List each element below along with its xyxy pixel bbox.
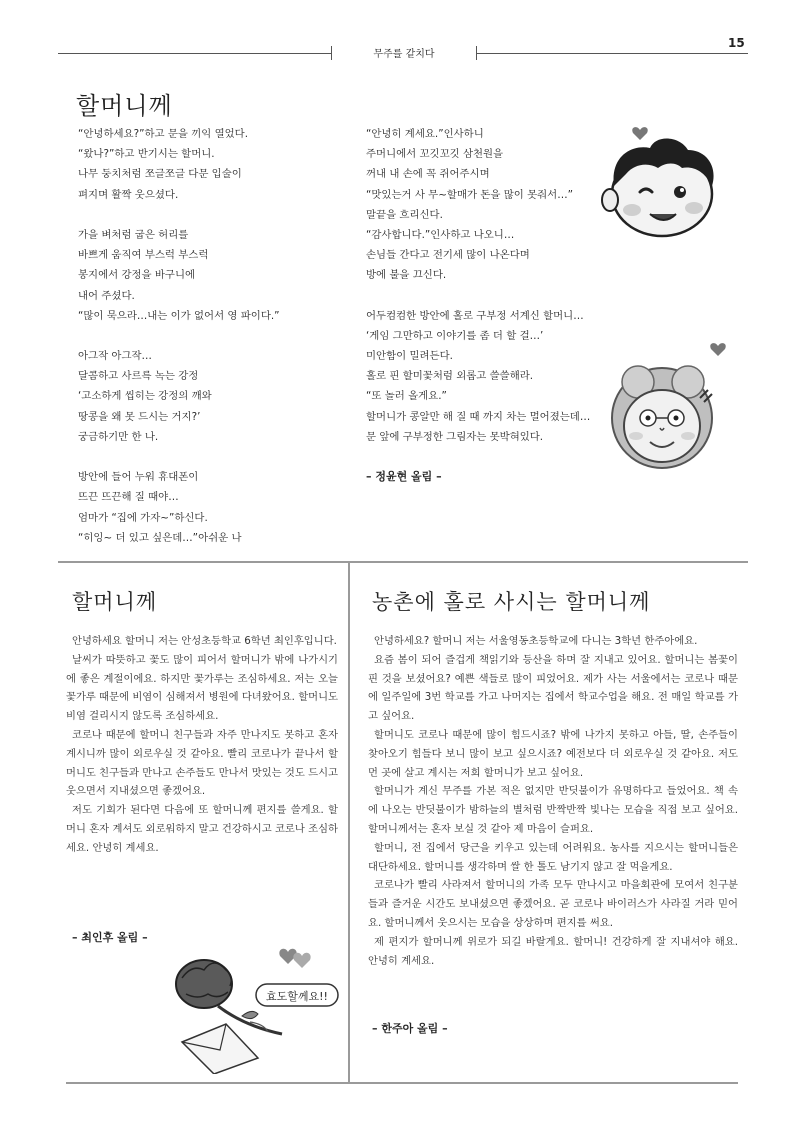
poem-line: 뜨끈 뜨끈해 질 때야… <box>78 491 179 504</box>
section-divider-bottom <box>66 1082 738 1084</box>
poem-line: 땅콩을 왜 못 드시는 거지?’ <box>78 410 201 423</box>
poem-line: 봉지에서 강정을 바구니에 <box>78 269 196 282</box>
letter2-body <box>368 632 738 970</box>
letter1-title: 할머니께 <box>72 590 158 614</box>
poem-line: 손님들 간다고 전기세 많이 나온다며 <box>366 249 530 262</box>
poem-line: “맛있는거 사 무~할매가 돈을 많이 못줘서…” <box>366 188 573 201</box>
section-title: 무주를 같치다 <box>373 49 435 60</box>
letter2-signature: – 한주아 올림 – <box>372 1022 448 1035</box>
poem-line: 홀로 핀 할미꽃처럼 외롭고 쓸쓸해라. <box>366 370 534 383</box>
poem-line: 아그작 아그작… <box>78 350 152 363</box>
poem-signature: – 정윤현 올림 – <box>366 470 442 483</box>
poem-line: “감사합니다.”인사하고 나오니… <box>366 228 515 241</box>
poem-line: 방에 불을 끄신다. <box>366 269 447 282</box>
stanza-gap <box>366 286 646 306</box>
poem-line: 바쁘게 움직여 부스럭 부스럭 <box>78 249 209 262</box>
poem-line: 주머니에서 꼬깃꼬깃 삼천원을 <box>366 148 504 161</box>
poem-line: 어두컴컴한 방안에 홀로 구부정 서계신 할머니… <box>366 309 584 322</box>
letter-paragraph: 안녕하세요? 할머니 저는 서울영동초등학교에 다니는 3학년 한주아에요. <box>374 635 698 647</box>
header-rule-left <box>58 53 332 54</box>
poem-line: 달콤하고 사르륵 녹는 강정 <box>78 370 199 383</box>
letter-paragraph: 안녕하세요 할머니 저는 안성초등학교 6학년 최인후입니다. <box>72 635 337 647</box>
poem-line: “또 놀러 올게요.” <box>366 390 447 403</box>
poem-line: 할머니가 콩알만 해 질 때 까지 차는 멀어졌는데… <box>366 410 591 423</box>
letter-paragraph: 할머니도 코로나 때문에 많이 힘드시죠? 밖에 나가지 못하고 아들, 딸, 손주들이 찾아오기 힘들다 보니 많이 보고 싶으시죠? 예전보다 더 외로우실 것 같아요. 저도 먼 곳에 살고 계시는 저희 할머니가 보고 싶어요. <box>368 728 738 779</box>
poem-line: 가을 벼처럼 굽은 허리를 <box>78 228 189 241</box>
letter-paragraph: 할머니가 계신 무주를 가본 적은 없지만 반딧불이가 유명하다고 들었어요. 책 속에 나오는 반딧불이가 밤하늘의 별처럼 반짝반짝 빛나는 모습을 직접 보고 싶어요. 할머니께서는 혼자 보실 것 같아 제 마음이 슬퍼요. <box>368 785 738 835</box>
poem-left-column <box>78 124 358 548</box>
poem-line: “안녕히 계세요.”인사하니 <box>366 128 484 140</box>
carnation-illustration <box>160 938 340 1074</box>
letter-paragraph: 저도 기회가 된다면 다음에 또 할머니께 편지를 쓸게요. 할머니 혼자 계셔도 외로워하지 말고 건강하시고 코로나 조심하세요. 안녕히 계세요. <box>66 804 338 854</box>
poem-line: 미안함이 밀려든다. <box>366 350 453 363</box>
letter1-body <box>66 632 338 858</box>
poem-line: 방안에 들어 누워 휴대폰이 <box>78 471 199 484</box>
letter-paragraph: 제 편지가 할머니께 위로가 되길 바랄게요. 할머니! 건강하게 잘 지내셔야 해요. 안녕히 계세요. <box>368 935 738 967</box>
poem-line: 엄마가 “집에 가자~”하신다. <box>78 511 208 524</box>
header-rule-right <box>476 53 748 54</box>
poem-title: 할머니께 <box>76 92 173 120</box>
poem-line: “왔나?”하고 반기시는 할머니. <box>78 148 215 161</box>
letter-paragraph: 요즘 봄이 되어 즐겁게 책읽기와 등산을 하며 잘 지내고 있어요. 할머니는 봄꽃이 핀 것을 보셨어요? 예쁜 색들로 많이 피었어요. 제가 사는 서울에서는 코로나 때문에 일주일에 3번 학교를 가고 나머지는 집에서 학교수업을 해요. 전 매일 학교를 가고 싶어요. <box>368 653 738 723</box>
poem-line: ‘고소하게 씹히는 강정의 깨와 <box>78 390 212 403</box>
stanza-gap <box>78 447 358 467</box>
page-number: 15 <box>728 36 745 50</box>
letter1-signature: – 최인후 올림 – <box>72 931 148 944</box>
poem-line: 문 앞에 구부정한 그림자는 못박혀있다. <box>366 430 544 443</box>
carnation-speech-text: 효도할께요!! <box>266 990 328 1003</box>
poem-line: 궁금하기만 한 나. <box>78 430 159 443</box>
stanza-gap <box>78 326 358 346</box>
stanza-gap <box>78 205 358 225</box>
letter-paragraph: 코로나 때문에 할머니 친구들과 자주 만나지도 못하고 혼자 계시니까 많이 외로우실 것 같아요. 빨리 코로나가 끝나서 할머니도 친구들과 만나고 손주들도 만나서 맛있는 것도 드시고 웃으면서 지내셨으면 좋겠어요. <box>66 728 338 798</box>
letter-paragraph: 날씨가 따뜻하고 꽃도 많이 피어서 할머니가 밖에 나가시기에 좋은 계절이에요. 하지만 꽃가루는 조심하세요. 저는 오늘 꽃가루 때문에 비염이 심해져서 병원에 다녀왔어요. 할머니도 비염 걸리시지 않도록 조심하세요. <box>66 653 338 723</box>
poem-line: 나무 둥치처럼 쪼글쪼글 다문 입술이 <box>78 168 242 181</box>
poem-line: 꺼내 내 손에 꼭 쥐어주시며 <box>366 168 490 181</box>
poem-line: 말끝을 흐리신다. <box>366 208 443 221</box>
letter-paragraph: 코로나가 빨리 사라져서 할머니의 가족 모두 만나시고 마을회관에 모여서 친구분들과 즐거운 시간도 보내셨으면 좋겠어요. 곧 코로나 바이러스가 사라질 거라 믿어요. 할머니께서 웃으시는 모습을 상상하며 편지를 써요. <box>368 879 738 929</box>
poem-line: 내어 주셨다. <box>78 289 135 302</box>
column-divider <box>348 562 350 1084</box>
letter-paragraph: 할머니, 전 집에서 당근을 키우고 있는데 어려워요. 농사를 지으시는 할머니들은 대단하세요. 할머니를 생각하며 쌀 한 톨도 남기지 않고 잘 먹을게요. <box>368 841 738 873</box>
boy-illustration <box>596 122 722 242</box>
poem-line: ‘게임 그만하고 이야기를 좀 더 할 걸…’ <box>366 329 544 342</box>
poem-line: “많이 묵으라…내는 이가 없어서 영 파이다.” <box>78 309 280 322</box>
letter2-title: 농촌에 홀로 사시는 할머니께 <box>372 590 651 614</box>
poem-line: “안녕하세요?”하고 문을 끼익 열었다. <box>78 128 249 140</box>
poem-line: “히잉~ 더 있고 싶은데…”아쉬운 나 <box>78 531 242 544</box>
poem-line: 펴지며 활짝 웃으셨다. <box>78 188 179 201</box>
grandma-illustration <box>600 338 726 472</box>
section-divider-top <box>58 561 748 563</box>
